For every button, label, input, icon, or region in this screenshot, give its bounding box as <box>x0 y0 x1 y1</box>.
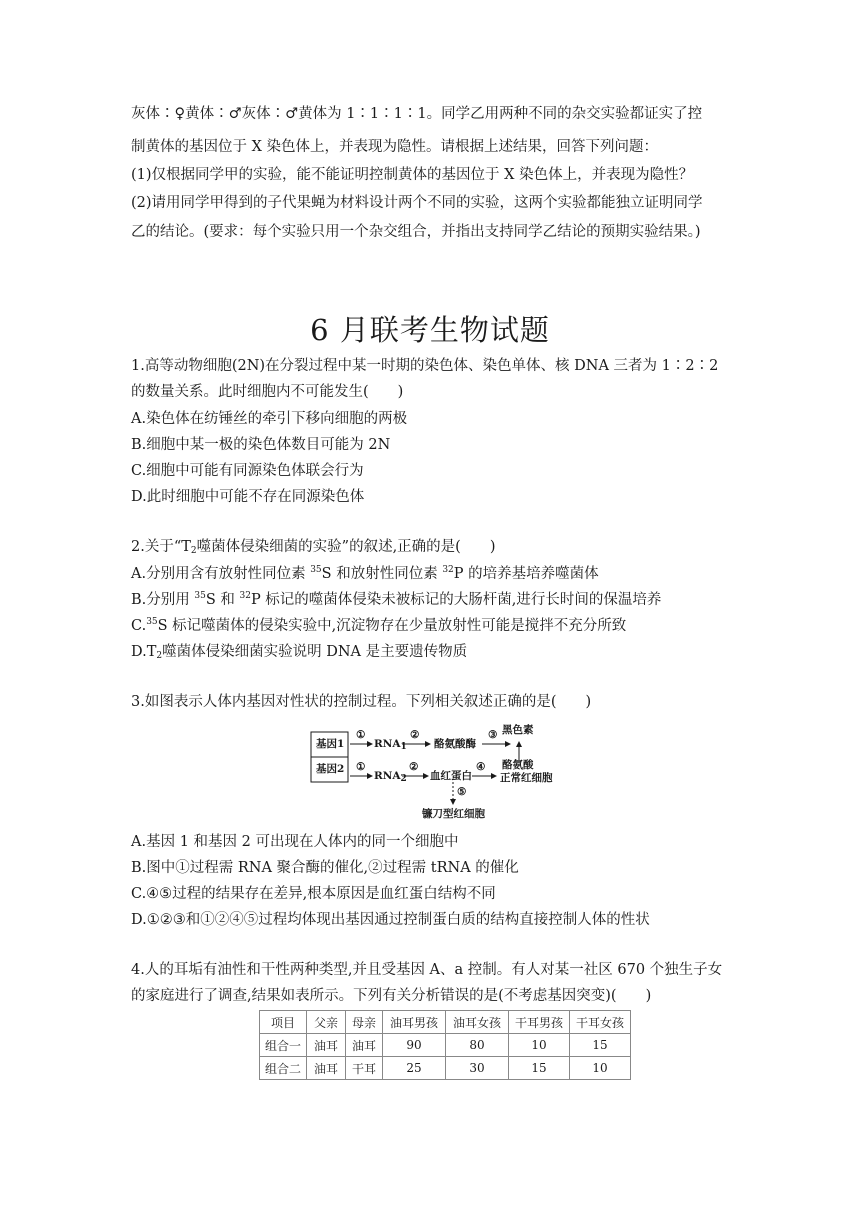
q2-stem: 2.关于“$T_2$噬菌体侵染细菌的实验”的叙述,正确的是( ) <box>131 539 496 556</box>
gene-control-diagram <box>310 726 560 824</box>
survey-table <box>259 1010 631 1080</box>
q1-option-d: D.此时细胞中可能不存在同源染色体 <box>131 489 365 505</box>
table-cell: 30 <box>446 1057 509 1080</box>
table-cell: 组合一 <box>260 1034 307 1057</box>
table-cell: 干耳 <box>346 1057 383 1080</box>
q3-option-c: C.④⑤过程的结果存在差异,根本原因是血红蛋白结构不同 <box>131 886 496 902</box>
q4-stem-line-2: 的家庭进行了调查,结果如表所示。下列有关分析错误的是(不考虑基因突变)( ) <box>131 988 652 1004</box>
diagram-hemoglobin: 血红蛋白 <box>430 770 472 782</box>
diagram-step-1-top: ① <box>356 729 366 741</box>
table-header-cell: 油耳女孩 <box>446 1011 509 1034</box>
q1-option-c: C.细胞中可能有同源染色体联会行为 <box>131 463 364 479</box>
diagram-rna1: $RNA_1$ <box>374 738 407 752</box>
q3-stem: 3.如图表示人体内基因对性状的控制过程。下列相关叙述正确的是( ) <box>131 694 592 710</box>
table-header-cell: 干耳女孩 <box>570 1011 631 1034</box>
table-cell: 25 <box>383 1057 446 1080</box>
table-cell: 油耳 <box>307 1034 346 1057</box>
table-header-cell: 干耳男孩 <box>509 1011 570 1034</box>
q2-option-d: $D.T_2$噬菌体侵染细菌实验说明 DNA 是主要遗传物质 <box>131 644 468 661</box>
q2-option-a: A.分别用含有放射性同位素 $^{35}$S 和放射性同位素 $^{32}$P 的培养基培养噬菌体 <box>131 565 599 582</box>
q1-stem-line-2: 的数量关系。此时细胞内不可能发生( ) <box>131 384 404 400</box>
diagram-rna2: $RNA_2$ <box>374 770 407 784</box>
q4-stem-line-1: 4.人的耳垢有油性和干性两种类型,并且受基因 A、a 控制。有人对某一社区 670 个独生子女 <box>131 962 723 978</box>
table-cell: 油耳 <box>307 1057 346 1080</box>
q3-option-a: A.基因 1 和基因 2 可出现在人体内的同一个细胞中 <box>131 834 459 850</box>
table-header-row <box>260 1011 631 1034</box>
diagram-tyrosine: 酪氨酸 <box>502 759 534 771</box>
diagram-step-2-top: ② <box>410 729 420 741</box>
table-cell: 油耳 <box>346 1034 383 1057</box>
intro-line-1: 灰体∶♀黄体∶♂灰体∶♂黄体为 1∶1∶1∶1。同学乙用两种不同的杂交实验都证实了控 <box>131 106 703 122</box>
q1-option-b: B.细胞中某一极的染色体数目可能为 2N <box>131 437 391 453</box>
table-header-cell: 母亲 <box>346 1011 383 1034</box>
intro-question-1: (1)仅根据同学甲的实验，能不能证明控制黄体的基因位于 X 染色体上，并表现为隐性？ <box>131 167 694 183</box>
table-header-cell: 父亲 <box>307 1011 346 1034</box>
diagram-normal-rbc: 正常红细胞 <box>500 772 553 784</box>
diagram-melanin: 黑色素 <box>502 724 534 736</box>
table-cell: 80 <box>446 1034 509 1057</box>
q1-stem-line-1: 1.高等动物细胞(2N)在分裂过程中某一时期的染色体、染色单体、核 DNA 三者为 1∶2∶2 <box>131 358 719 374</box>
diagram-gene1: 基因1 <box>316 738 345 750</box>
intro-line-2: 制黄体的基因位于 X 染色体上，并表现为隐性。请根据上述结果，回答下列问题： <box>131 139 659 155</box>
q2-option-c: C.$^{35}$S 标记噬菌体的侵染实验中,沉淀物存在少量放射性可能是搅拌不充分所致 <box>131 617 627 634</box>
table-row <box>260 1057 631 1080</box>
diagram-step-4: ④ <box>476 761 486 773</box>
diagram-step-1-bottom: ① <box>356 761 366 773</box>
page-title: 6 月联考生物试题 <box>310 313 550 347</box>
table-cell: 组合二 <box>260 1057 307 1080</box>
q1-option-a: A.染色体在纺锤丝的牵引下移向细胞的两极 <box>131 411 408 427</box>
table-row <box>260 1034 631 1057</box>
table-cell: 15 <box>570 1034 631 1057</box>
diagram-step-3: ③ <box>488 729 498 741</box>
q3-option-b: B.图中①过程需 RNA 聚合酶的催化,②过程需 tRNA 的催化 <box>131 860 519 876</box>
q3-option-d: D.①②③和①②④⑤过程均体现出基因通过控制蛋白质的结构直接控制人体的性状 <box>131 912 650 928</box>
diagram-gene2: 基因2 <box>316 763 345 775</box>
q2-option-b: B.分别用 $^{35}$S 和 $^{32}$P 标记的噬菌体侵染未被标记的大肠杆菌,进行长时间的保温培养 <box>131 591 662 608</box>
intro-question-2-line-2: 乙的结论。(要求：每个实验只用一个杂交组合，并指出支持同学乙结论的预期实验结果。) <box>131 224 701 240</box>
table-header-cell: 油耳男孩 <box>383 1011 446 1034</box>
diagram-sickle-rbc: 镰刀型红细胞 <box>422 808 485 820</box>
diagram-tyrosinase: 酪氨酸酶 <box>434 738 476 750</box>
intro-question-2-line-1: (2)请用同学甲得到的子代果蝇为材料设计两个不同的实验，这两个实验都能独立证明同学 <box>131 195 703 211</box>
table-cell: 10 <box>570 1057 631 1080</box>
diagram-step-2-bottom: ② <box>409 761 419 773</box>
diagram-step-5: ⑤ <box>457 786 467 798</box>
table-cell: 90 <box>383 1034 446 1057</box>
table-header-cell: 项目 <box>260 1011 307 1034</box>
table-cell: 15 <box>509 1057 570 1080</box>
table-cell: 10 <box>509 1034 570 1057</box>
